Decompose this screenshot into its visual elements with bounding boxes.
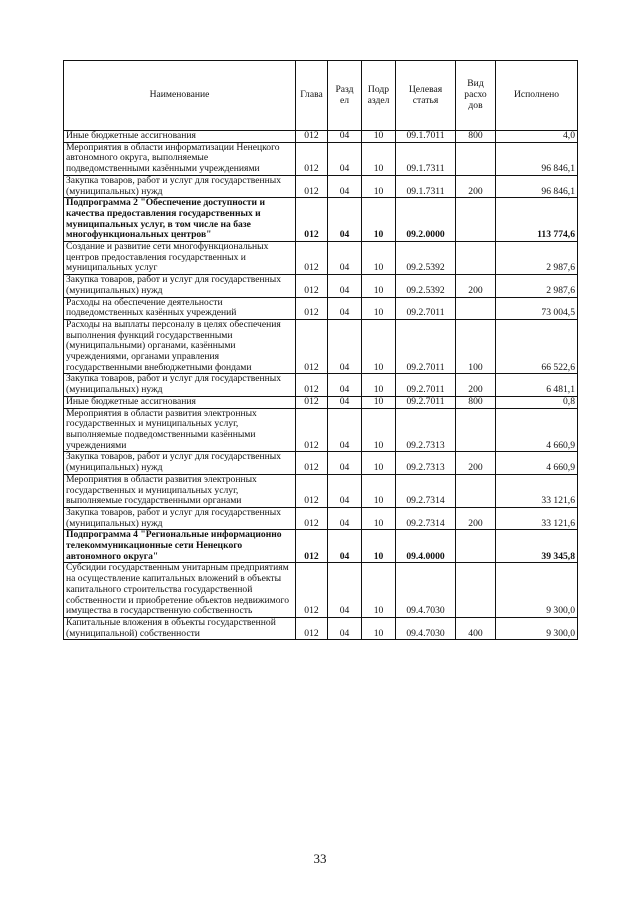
cell-executed: 2 987,6 bbox=[496, 275, 578, 297]
table-row bbox=[64, 396, 578, 408]
cell-executed: 4,0 bbox=[496, 131, 578, 143]
cell-podrazdel: 10 bbox=[362, 275, 396, 297]
cell-target: 09.2.5392 bbox=[396, 275, 456, 297]
cell-target: 09.2.7011 bbox=[396, 319, 456, 374]
cell-executed: 4 660,9 bbox=[496, 408, 578, 452]
cell-name: Мероприятия в области развития электронных государственных и муниципальных услуг, выполняемые подведомственными казёнными учреждениями bbox=[64, 408, 296, 452]
cell-target: 09.2.7313 bbox=[396, 452, 456, 474]
cell-razdel: 04 bbox=[328, 396, 362, 408]
budget-table bbox=[63, 60, 578, 640]
cell-razdel: 04 bbox=[328, 319, 362, 374]
cell-executed: 4 660,9 bbox=[496, 452, 578, 474]
cell-target: 09.2.7011 bbox=[396, 297, 456, 319]
cell-vid: 400 bbox=[456, 617, 496, 639]
table-row bbox=[64, 275, 578, 297]
cell-podrazdel: 10 bbox=[362, 507, 396, 529]
cell-razdel: 04 bbox=[328, 563, 362, 618]
cell-vid bbox=[456, 474, 496, 507]
header-podrazdel: Подр аздел bbox=[362, 61, 396, 131]
table-row bbox=[64, 198, 578, 242]
cell-name: Иные бюджетные ассигнования bbox=[64, 396, 296, 408]
cell-name: Подпрограмма 2 "Обеспечение доступности и качества предоставления государственных и муниципальных услуг, в том числе на базе многофункциональных центров" bbox=[64, 198, 296, 242]
cell-name: Капитальные вложения в объекты государственной (муниципальной) собственности bbox=[64, 617, 296, 639]
table-row bbox=[64, 617, 578, 639]
cell-glava: 012 bbox=[296, 396, 328, 408]
cell-glava: 012 bbox=[296, 507, 328, 529]
cell-razdel: 04 bbox=[328, 198, 362, 242]
cell-razdel: 04 bbox=[328, 175, 362, 197]
cell-razdel: 04 bbox=[328, 242, 362, 275]
cell-executed: 0,8 bbox=[496, 396, 578, 408]
cell-glava: 012 bbox=[296, 297, 328, 319]
cell-razdel: 04 bbox=[328, 452, 362, 474]
cell-executed: 96 846,1 bbox=[496, 142, 578, 175]
cell-name: Закупка товаров, работ и услуг для государственных (муниципальных) нужд bbox=[64, 452, 296, 474]
cell-glava: 012 bbox=[296, 131, 328, 143]
cell-name: Расходы на выплаты персоналу в целях обеспечения выполнения функций государственными (муниципальными) органами, казёнными учреждениями, органами управления государственными внебюджетными фондами bbox=[64, 319, 296, 374]
cell-vid: 200 bbox=[456, 275, 496, 297]
page-number: 33 bbox=[313, 851, 327, 866]
cell-executed: 33 121,6 bbox=[496, 507, 578, 529]
cell-glava: 012 bbox=[296, 452, 328, 474]
cell-target: 09.2.5392 bbox=[396, 242, 456, 275]
cell-target: 09.2.7011 bbox=[396, 396, 456, 408]
cell-podrazdel: 10 bbox=[362, 452, 396, 474]
table-row bbox=[64, 142, 578, 175]
cell-glava: 012 bbox=[296, 563, 328, 618]
cell-podrazdel: 10 bbox=[362, 396, 396, 408]
cell-target: 09.4.7030 bbox=[396, 563, 456, 618]
cell-vid: 200 bbox=[456, 452, 496, 474]
table-row bbox=[64, 297, 578, 319]
cell-glava: 012 bbox=[296, 617, 328, 639]
header-executed: Исполнено bbox=[496, 61, 578, 131]
cell-vid bbox=[456, 563, 496, 618]
cell-glava: 012 bbox=[296, 319, 328, 374]
cell-razdel: 04 bbox=[328, 297, 362, 319]
cell-vid: 800 bbox=[456, 131, 496, 143]
cell-vid bbox=[456, 297, 496, 319]
cell-name: Создание и развитие сети многофункциональных центров предоставления государственных и муниципальных услуг bbox=[64, 242, 296, 275]
table-row bbox=[64, 131, 578, 143]
cell-target: 09.2.7313 bbox=[396, 408, 456, 452]
cell-executed: 113 774,6 bbox=[496, 198, 578, 242]
cell-vid bbox=[456, 408, 496, 452]
cell-glava: 012 bbox=[296, 408, 328, 452]
cell-name: Субсидии государственным унитарным предприятиям на осуществление капитальных вложений в объекты капитального строительства государственной собственности и приобретение объектов недвижимого имущества в государственную собственность bbox=[64, 563, 296, 618]
cell-podrazdel: 10 bbox=[362, 131, 396, 143]
cell-name: Закупка товаров, работ и услуг для государственных (муниципальных) нужд bbox=[64, 175, 296, 197]
cell-razdel: 04 bbox=[328, 507, 362, 529]
table-row bbox=[64, 563, 578, 618]
cell-glava: 012 bbox=[296, 275, 328, 297]
table-row bbox=[64, 452, 578, 474]
cell-executed: 9 300,0 bbox=[496, 617, 578, 639]
cell-razdel: 04 bbox=[328, 275, 362, 297]
cell-vid: 100 bbox=[456, 319, 496, 374]
cell-name: Подпрограмма 4 "Региональные информационно телекоммуникационные сети Ненецкого автономного округа" bbox=[64, 530, 296, 563]
table-row bbox=[64, 408, 578, 452]
cell-vid bbox=[456, 242, 496, 275]
cell-podrazdel: 10 bbox=[362, 563, 396, 618]
cell-razdel: 04 bbox=[328, 617, 362, 639]
cell-executed: 9 300,0 bbox=[496, 563, 578, 618]
cell-podrazdel: 10 bbox=[362, 297, 396, 319]
cell-target: 09.1.7311 bbox=[396, 142, 456, 175]
cell-name: Иные бюджетные ассигнования bbox=[64, 131, 296, 143]
header-target: Целевая статья bbox=[396, 61, 456, 131]
cell-target: 09.2.7314 bbox=[396, 507, 456, 529]
cell-target: 09.2.0000 bbox=[396, 198, 456, 242]
cell-glava: 012 bbox=[296, 142, 328, 175]
header-glava: Глава bbox=[296, 61, 328, 131]
cell-executed: 96 846,1 bbox=[496, 175, 578, 197]
cell-glava: 012 bbox=[296, 374, 328, 396]
cell-name: Закупка товаров, работ и услуг для государственных (муниципальных) нужд bbox=[64, 275, 296, 297]
cell-vid: 200 bbox=[456, 374, 496, 396]
cell-podrazdel: 10 bbox=[362, 374, 396, 396]
cell-executed: 73 004,5 bbox=[496, 297, 578, 319]
cell-podrazdel: 10 bbox=[362, 142, 396, 175]
cell-podrazdel: 10 bbox=[362, 319, 396, 374]
cell-razdel: 04 bbox=[328, 474, 362, 507]
cell-glava: 012 bbox=[296, 530, 328, 563]
cell-name: Мероприятия в области информатизации Ненецкого автономного округа, выполняемые подведомственными казёнными учреждениями bbox=[64, 142, 296, 175]
cell-vid: 200 bbox=[456, 507, 496, 529]
cell-executed: 2 987,6 bbox=[496, 242, 578, 275]
header-razdel: Разд ел bbox=[328, 61, 362, 131]
cell-target: 09.2.7011 bbox=[396, 374, 456, 396]
cell-vid: 800 bbox=[456, 396, 496, 408]
cell-razdel: 04 bbox=[328, 142, 362, 175]
cell-name: Закупка товаров, работ и услуг для государственных (муниципальных) нужд bbox=[64, 374, 296, 396]
table-row bbox=[64, 242, 578, 275]
cell-podrazdel: 10 bbox=[362, 617, 396, 639]
cell-executed: 6 481,1 bbox=[496, 374, 578, 396]
cell-vid: 200 bbox=[456, 175, 496, 197]
cell-executed: 39 345,8 bbox=[496, 530, 578, 563]
table-row bbox=[64, 374, 578, 396]
cell-executed: 66 522,6 bbox=[496, 319, 578, 374]
cell-name: Закупка товаров, работ и услуг для государственных (муниципальных) нужд bbox=[64, 507, 296, 529]
cell-name: Мероприятия в области развития электронных государственных и муниципальных услуг, выполняемые государственными органами bbox=[64, 474, 296, 507]
cell-razdel: 04 bbox=[328, 131, 362, 143]
cell-glava: 012 bbox=[296, 175, 328, 197]
cell-podrazdel: 10 bbox=[362, 474, 396, 507]
table-header-row bbox=[64, 61, 578, 131]
cell-razdel: 04 bbox=[328, 530, 362, 563]
table-row bbox=[64, 474, 578, 507]
cell-target: 09.2.7314 bbox=[396, 474, 456, 507]
cell-glava: 012 bbox=[296, 198, 328, 242]
table-row bbox=[64, 319, 578, 374]
cell-razdel: 04 bbox=[328, 374, 362, 396]
header-vid: Вид расхо дов bbox=[456, 61, 496, 131]
table-row bbox=[64, 175, 578, 197]
cell-executed: 33 121,6 bbox=[496, 474, 578, 507]
table-row bbox=[64, 530, 578, 563]
cell-podrazdel: 10 bbox=[362, 242, 396, 275]
cell-target: 09.4.7030 bbox=[396, 617, 456, 639]
header-name: Наименование bbox=[64, 61, 296, 131]
cell-podrazdel: 10 bbox=[362, 175, 396, 197]
cell-target: 09.1.7311 bbox=[396, 175, 456, 197]
cell-podrazdel: 10 bbox=[362, 530, 396, 563]
cell-target: 09.1.7011 bbox=[396, 131, 456, 143]
cell-podrazdel: 10 bbox=[362, 198, 396, 242]
cell-glava: 012 bbox=[296, 242, 328, 275]
cell-vid bbox=[456, 198, 496, 242]
cell-name: Расходы на обеспечение деятельности подведомственных казённых учреждений bbox=[64, 297, 296, 319]
cell-razdel: 04 bbox=[328, 408, 362, 452]
table-body bbox=[64, 131, 578, 640]
cell-target: 09.4.0000 bbox=[396, 530, 456, 563]
cell-vid bbox=[456, 530, 496, 563]
cell-podrazdel: 10 bbox=[362, 408, 396, 452]
cell-vid bbox=[456, 142, 496, 175]
cell-glava: 012 bbox=[296, 474, 328, 507]
table-row bbox=[64, 507, 578, 529]
